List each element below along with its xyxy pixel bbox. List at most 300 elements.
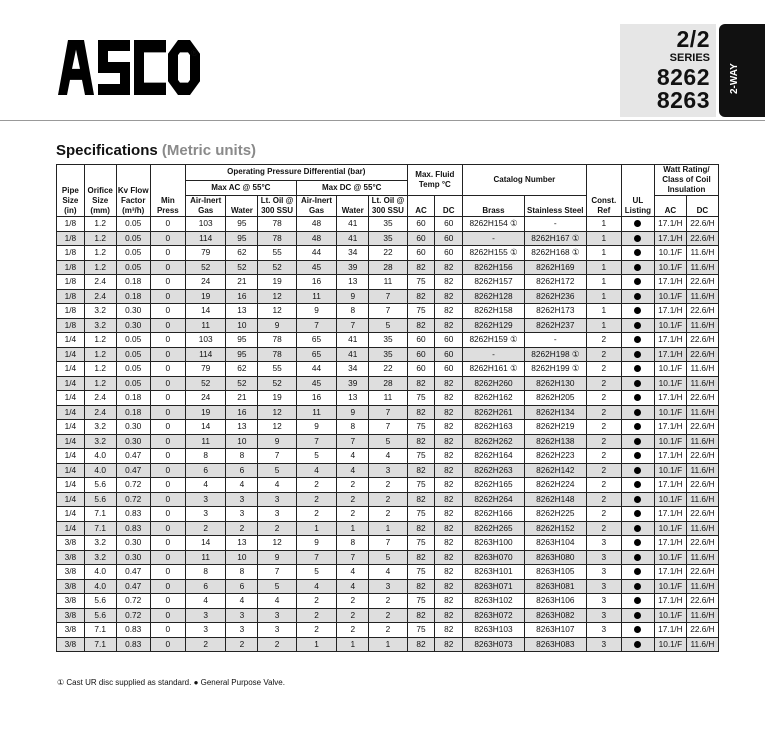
table-cell: 6 [226,579,258,594]
table-cell: 0.18 [116,391,150,406]
table-cell: 41 [337,347,369,362]
table-cell: 4.0 [84,579,116,594]
table-cell: 0 [150,536,185,551]
table-cell: 8263H072 [463,608,525,623]
table-cell: 82 [435,420,463,435]
table-cell: 22.6/H [686,507,718,522]
filled-circle-icon [634,351,641,358]
header-const-ref: Const. Ref [586,165,621,217]
filled-circle-icon [634,293,641,300]
filled-circle-icon [634,583,641,590]
table-cell: 3.2 [84,304,116,319]
filled-circle-icon [634,452,641,459]
table-cell: 10.1/F [654,289,686,304]
table-cell: 10.1/F [654,637,686,652]
table-cell: 17.1/H [654,565,686,580]
table-cell: 75 [407,507,435,522]
table-cell: 60 [407,333,435,348]
ul-listing-cell [621,231,654,246]
table-cell: 60 [435,246,463,261]
table-cell: 0.18 [116,405,150,420]
table-cell: 2 [337,492,369,507]
table-cell: 114 [185,231,226,246]
table-cell: 95 [226,333,258,348]
table-cell: 7 [296,550,337,565]
table-cell: 1 [296,637,337,652]
filled-circle-icon [634,336,641,343]
table-row [57,449,719,464]
table-cell: 2 [369,507,407,522]
table-cell: 11.6/H [686,289,718,304]
table-cell: 3 [586,608,621,623]
table-cell: 1/4 [57,376,85,391]
table-cell: 3 [185,623,226,638]
table-cell: 2 [586,333,621,348]
table-cell: 22.6/H [686,420,718,435]
table-cell: 8263H082 [524,608,586,623]
table-cell: 12 [258,304,296,319]
table-cell: 3.2 [84,434,116,449]
table-cell: 60 [407,347,435,362]
table-cell: 0 [150,579,185,594]
ul-listing-cell [621,536,654,551]
table-cell: 1/8 [57,260,85,275]
table-cell: 4 [185,478,226,493]
ul-listing-cell [621,579,654,594]
filled-circle-icon [634,467,641,474]
table-cell: 1 [586,260,621,275]
ul-listing-cell [621,463,654,478]
table-cell: 8262H128 [463,289,525,304]
table-cell: 1/8 [57,289,85,304]
table-cell: 17.1/H [654,594,686,609]
table-cell: 8262H263 [463,463,525,478]
table-cell: 0.47 [116,579,150,594]
table-cell: 8262H261 [463,405,525,420]
table-cell: 3/8 [57,594,85,609]
table-cell: 11 [369,391,407,406]
table-row [57,420,719,435]
table-cell: 95 [226,231,258,246]
table-cell: 3/8 [57,536,85,551]
table-cell: 82 [435,478,463,493]
table-cell: 4 [337,449,369,464]
table-cell: 1 [586,275,621,290]
table-cell: 7 [296,434,337,449]
ul-listing-cell [621,347,654,362]
table-cell: 52 [226,260,258,275]
table-cell: 8262H236 [524,289,586,304]
table-cell: 22.6/H [686,333,718,348]
table-cell: 3 [369,579,407,594]
table-cell: 3 [185,492,226,507]
table-cell: 0 [150,521,185,536]
table-cell: 13 [226,536,258,551]
table-cell: 10.1/F [654,521,686,536]
table-cell: 1 [586,289,621,304]
table-cell: 4 [337,565,369,580]
table-cell: 8262H157 [463,275,525,290]
table-cell: 10 [226,318,258,333]
header-watt-dc: DC [686,196,718,217]
table-cell: 0 [150,405,185,420]
table-cell: 2 [586,420,621,435]
table-cell: 2 [296,478,337,493]
table-cell: 8263H071 [463,579,525,594]
filled-circle-icon [634,365,641,372]
table-cell: 5.6 [84,594,116,609]
table-row [57,391,719,406]
table-cell: 11 [185,318,226,333]
table-cell: 8262H159 ① [463,333,525,348]
table-cell: 16 [296,275,337,290]
table-cell: 1.2 [84,246,116,261]
table-cell: 11 [369,275,407,290]
table-row [57,231,719,246]
table-cell: 3 [258,492,296,507]
table-cell: 0 [150,550,185,565]
header-brass: Brass [463,196,525,217]
table-cell: 3.2 [84,550,116,565]
asco-logo [58,40,200,95]
table-cell: 17.1/H [654,347,686,362]
table-cell: 2.4 [84,289,116,304]
table-cell: 3.2 [84,318,116,333]
table-cell: 2 [296,507,337,522]
table-cell: 8262H237 [524,318,586,333]
table-cell: 8262H148 [524,492,586,507]
table-cell: 82 [407,376,435,391]
filled-circle-icon [634,380,641,387]
table-cell: 1/4 [57,478,85,493]
table-cell: 3 [369,463,407,478]
ul-listing-cell [621,637,654,652]
table-cell: 9 [258,550,296,565]
table-cell: 8 [185,565,226,580]
table-cell: 1 [337,637,369,652]
table-cell: 0.05 [116,347,150,362]
table-cell: 1.2 [84,347,116,362]
table-cell: 1/4 [57,463,85,478]
table-cell: 7 [337,550,369,565]
table-cell: 60 [435,362,463,377]
table-cell: 10.1/F [654,362,686,377]
ul-listing-cell [621,478,654,493]
table-cell: 60 [435,231,463,246]
table-cell: 82 [407,608,435,623]
table-cell: 1/8 [57,231,85,246]
table-cell: 9 [337,405,369,420]
ul-listing-cell [621,565,654,580]
table-cell: 11 [185,434,226,449]
table-row [57,260,719,275]
table-cell: 103 [185,333,226,348]
table-cell: 1/8 [57,217,85,232]
way-label: 2/2 [676,26,710,52]
table-cell: 75 [407,478,435,493]
table-row [57,492,719,507]
header-divider [0,120,765,121]
table-row [57,347,719,362]
header-kv-flow: Kv Flow Factor (m³/h) [116,165,150,217]
table-cell: 22.6/H [686,478,718,493]
table-cell: 11.6/H [686,260,718,275]
ul-listing-cell [621,623,654,638]
table-cell: 8262H163 [463,420,525,435]
table-cell: 0 [150,492,185,507]
table-cell: 0 [150,608,185,623]
table-cell: 2 [369,492,407,507]
table-cell: 0.47 [116,449,150,464]
table-cell: 2.4 [84,391,116,406]
table-cell: 34 [337,362,369,377]
table-cell: 45 [296,376,337,391]
table-cell: 13 [337,391,369,406]
table-cell: 5 [296,449,337,464]
table-cell: 21 [226,275,258,290]
table-cell: 11.6/H [686,362,718,377]
table-cell: 12 [258,289,296,304]
table-cell: 1 [586,246,621,261]
table-cell: 7 [369,405,407,420]
ul-listing-cell [621,405,654,420]
table-cell: 2 [586,449,621,464]
table-cell: 17.1/H [654,507,686,522]
table-cell: 52 [185,376,226,391]
table-cell: 60 [407,362,435,377]
table-cell: 8263H105 [524,565,586,580]
table-cell: 22.6/H [686,594,718,609]
table-cell: 10.1/F [654,246,686,261]
table-row [57,318,719,333]
title-text: Specifications [56,142,158,159]
ul-listing-cell [621,318,654,333]
table-cell: 4 [369,565,407,580]
ul-listing-cell [621,289,654,304]
table-cell: 5 [369,434,407,449]
table-cell: 2 [369,608,407,623]
filled-circle-icon [634,278,641,285]
table-cell: 35 [369,347,407,362]
table-cell: 11.6/H [686,579,718,594]
table-row [57,565,719,580]
table-cell: 22.6/H [686,217,718,232]
table-cell: 0.72 [116,608,150,623]
table-cell: 6 [185,463,226,478]
table-cell: 0 [150,637,185,652]
table-cell: 1/4 [57,492,85,507]
table-cell: 7 [337,434,369,449]
table-cell: 1/4 [57,347,85,362]
table-cell: 8 [337,536,369,551]
table-cell: 5 [258,463,296,478]
table-cell: 1 [586,217,621,232]
table-cell: 82 [407,492,435,507]
title-subtitle: (Metric units) [161,142,257,159]
table-cell: 2 [586,492,621,507]
table-cell: 24 [185,391,226,406]
table-cell: 0.72 [116,492,150,507]
table-cell: 3 [226,608,258,623]
table-cell: 0.05 [116,260,150,275]
table-cell: 4 [258,594,296,609]
header-temp-ac: AC [407,196,435,217]
table-cell: 4 [258,478,296,493]
table-cell: 4.0 [84,449,116,464]
table-cell: 11 [185,550,226,565]
page-title [56,142,256,159]
table-row [57,217,719,232]
table-row [57,521,719,536]
header-max-fluid-temp: Max. Fluid Temp °C [407,165,462,196]
table-cell: 3 [258,623,296,638]
table-cell: 60 [435,217,463,232]
table-cell: 8262H129 [463,318,525,333]
side-tab [719,24,765,117]
table-cell: 8263H070 [463,550,525,565]
table-cell: 8262H142 [524,463,586,478]
table-cell: 22.6/H [686,304,718,319]
filled-circle-icon [634,264,641,271]
ul-listing-cell [621,333,654,348]
series-number-8262: 8262 [656,64,710,90]
ul-listing-cell [621,521,654,536]
header-watt-rating: Watt Rating/ Class of Coil Insulation [654,165,718,196]
table-cell: 1 [586,231,621,246]
table-cell: 8 [337,420,369,435]
table-cell: 1 [586,304,621,319]
table-cell: 1/4 [57,391,85,406]
table-cell: 82 [435,289,463,304]
filled-circle-icon [634,423,641,430]
table-cell: 8 [226,449,258,464]
filled-circle-icon [634,539,641,546]
table-cell: 5 [258,579,296,594]
header-dc-lt-oil: Lt. Oil @ 300 SSU [369,196,407,217]
series-box [620,24,716,117]
table-cell: 8263H083 [524,637,586,652]
table-cell: 17.1/H [654,333,686,348]
registered-mark: ® [191,48,198,58]
table-cell: 8262H161 ① [463,362,525,377]
table-cell: 9 [296,536,337,551]
filled-circle-icon [634,307,641,314]
table-cell: 60 [435,347,463,362]
table-cell: 2 [185,521,226,536]
filled-circle-icon [634,409,641,416]
table-cell: 8262H156 [463,260,525,275]
header-watt-ac: AC [654,196,686,217]
table-cell: 3 [258,608,296,623]
table-cell: 0.30 [116,550,150,565]
table-cell: 7 [369,304,407,319]
table-cell: 114 [185,347,226,362]
table-cell: 0 [150,478,185,493]
filled-circle-icon [634,394,641,401]
table-cell: 0 [150,594,185,609]
table-cell: 7 [296,318,337,333]
table-cell: 2 [337,478,369,493]
table-cell: 2 [586,521,621,536]
table-cell: 3 [586,579,621,594]
table-cell: 2 [369,594,407,609]
ul-listing-cell [621,434,654,449]
table-row [57,536,719,551]
table-cell: 82 [435,376,463,391]
table-cell: 9 [258,434,296,449]
ul-listing-cell [621,217,654,232]
table-cell: 2 [586,507,621,522]
header-dc-air-inert-gas: Air-Inert Gas [296,196,337,217]
table-cell: 65 [296,333,337,348]
table-cell: 7 [258,449,296,464]
ul-listing-cell [621,594,654,609]
table-cell: 1.2 [84,231,116,246]
table-cell: 52 [258,260,296,275]
table-cell: 55 [258,362,296,377]
table-cell: 35 [369,333,407,348]
table-cell: 1 [369,637,407,652]
table-cell: 78 [258,333,296,348]
table-cell: 8263H106 [524,594,586,609]
table-cell: 1.2 [84,260,116,275]
table-cell: 62 [226,246,258,261]
table-cell: 5.6 [84,478,116,493]
table-cell: 0.83 [116,637,150,652]
table-cell: 75 [407,275,435,290]
table-cell: 14 [185,304,226,319]
table-cell: 11.6/H [686,376,718,391]
table-cell: 1/4 [57,362,85,377]
table-row [57,623,719,638]
table-cell: 3/8 [57,623,85,638]
table-cell: 82 [435,260,463,275]
ul-listing-cell [621,507,654,522]
table-cell: 82 [435,608,463,623]
table-cell: 8262H164 [463,449,525,464]
table-cell: 3 [586,623,621,638]
table-cell: 2 [185,637,226,652]
table-cell: 10.1/F [654,608,686,623]
table-cell: 2 [586,391,621,406]
side-tab-label: 2-WAY [729,63,740,94]
table-cell: 95 [226,217,258,232]
table-cell: 0 [150,260,185,275]
table-cell: 9 [296,420,337,435]
table-cell: 2 [586,347,621,362]
table-cell: 82 [407,405,435,420]
table-cell: 8263H107 [524,623,586,638]
table-cell: 1/8 [57,304,85,319]
table-cell: 2 [369,623,407,638]
table-cell: 3.2 [84,420,116,435]
filled-circle-icon [634,220,641,227]
table-cell: 17.1/H [654,478,686,493]
table-cell: 0 [150,275,185,290]
table-cell: 11.6/H [686,492,718,507]
filled-circle-icon [634,235,641,242]
table-cell: 13 [337,275,369,290]
table-cell: 2 [586,434,621,449]
table-cell: 4 [369,449,407,464]
table-cell: 10.1/F [654,434,686,449]
table-cell: 1.2 [84,362,116,377]
table-cell: 4 [337,463,369,478]
table-cell: 8262H169 [524,260,586,275]
table-row [57,304,719,319]
table-cell: 3/8 [57,579,85,594]
table-cell: 78 [258,231,296,246]
